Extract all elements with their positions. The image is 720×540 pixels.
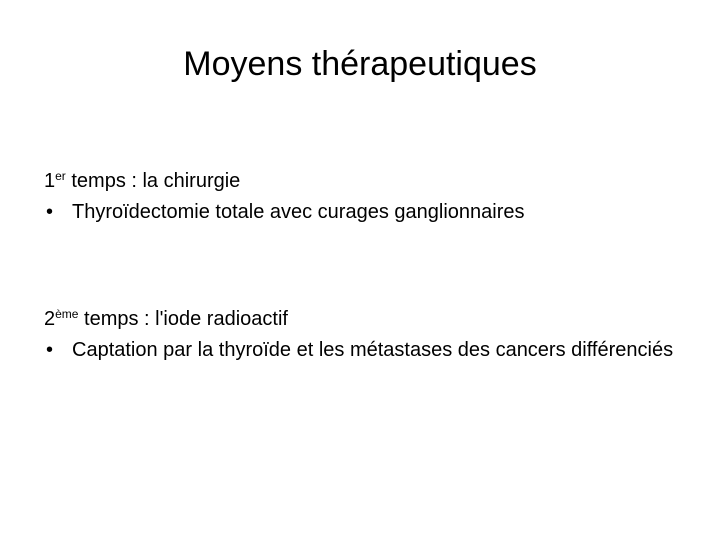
bullet-marker: • [46,339,54,361]
heading-text: temps : l'iode radioactif [78,308,288,330]
section-surgery [44,166,694,226]
step-number: 2 [44,308,56,330]
step-number: 1 [44,170,56,192]
section-heading [44,166,694,196]
bullet-item [44,199,694,226]
step-superscript: er [55,169,66,183]
slide-title: Moyens thérapeutiques [183,45,537,83]
bullet-text: Thyroïdectomie totale avec curages ganglionnaires [72,201,525,223]
section-radioiodine [44,304,694,364]
heading-text: temps : la chirurgie [65,170,241,192]
bullet-item [44,337,694,364]
step-superscript: ème [55,307,79,321]
bullet-marker: • [46,201,54,223]
bullet-text: Captation par la thyroïde et les métastases des cancers différenciés [72,339,674,361]
section-heading [44,304,694,334]
